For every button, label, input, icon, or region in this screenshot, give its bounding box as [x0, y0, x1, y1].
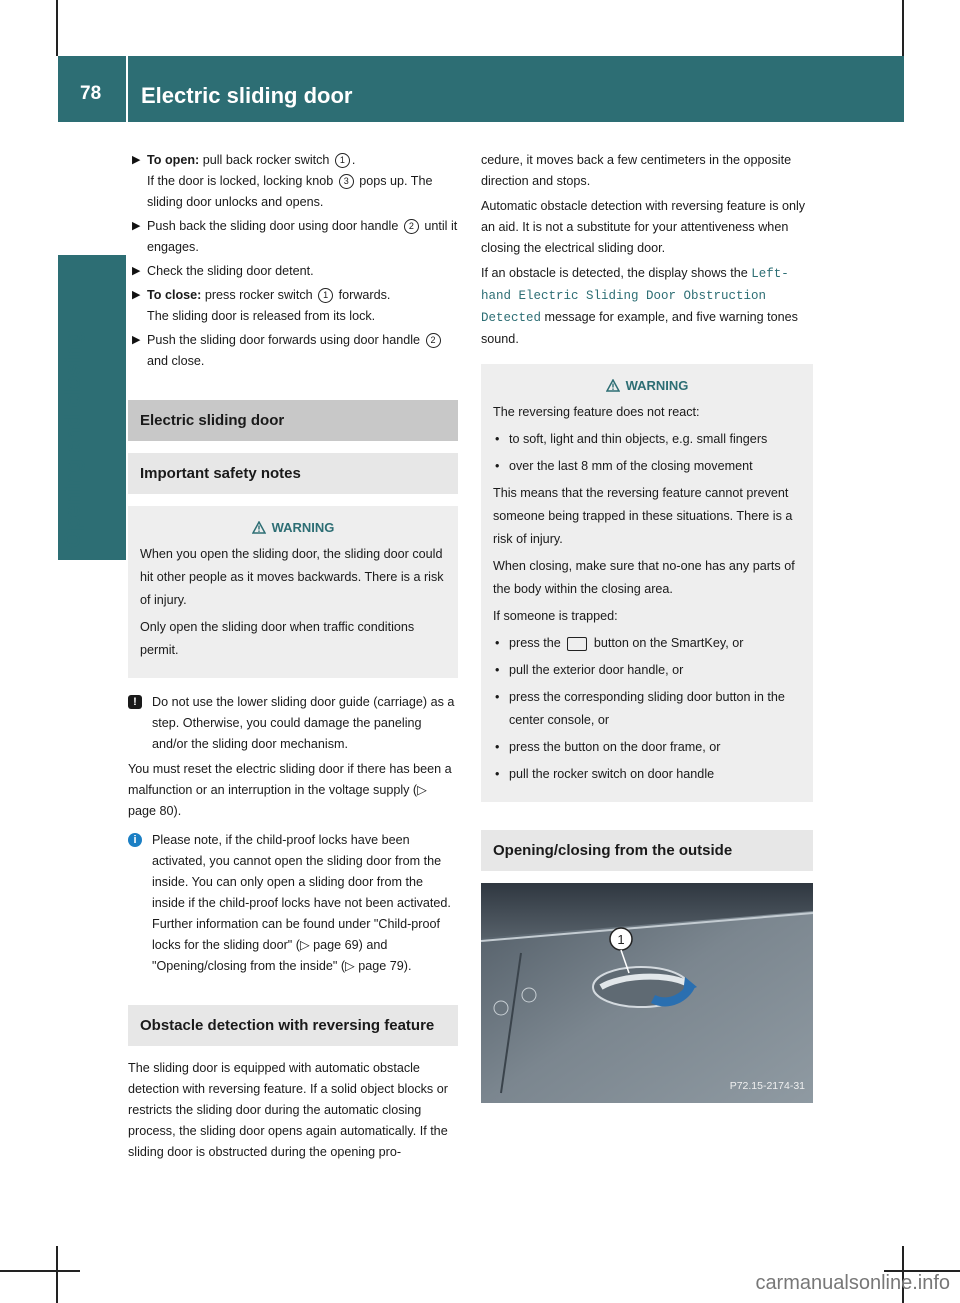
crop-mark: [56, 0, 58, 56]
arrow-icon: ▶: [132, 265, 141, 277]
header-divider: [126, 56, 128, 122]
arrow-icon: ▶: [132, 334, 141, 346]
body-text: cedure, it moves back a few centimeters in the opposite direction and stops.: [481, 153, 792, 188]
info-icon: i: [128, 833, 142, 847]
arrow-icon: ▶: [132, 289, 141, 301]
list-item: • pull the rocker switch on door handle: [493, 763, 801, 786]
display-message: Left-hand Electric Sliding Door Obstruction Detected: [481, 267, 789, 325]
reset-text: You must reset the electric sliding door if there has been a malfunction or an interruption in the voltage supply (▷ page 80).: [128, 762, 452, 818]
list-item: • press the button on the SmartKey, or: [493, 632, 801, 655]
list-item: • press the button on the door frame, or: [493, 736, 801, 759]
callout-icon: 2: [404, 219, 419, 234]
callout-icon: 1: [335, 153, 350, 168]
arrow-icon: ▶: [132, 154, 141, 166]
step: ▶ To close: press rocker switch 1 forwards. The sliding door is released from its lock.: [128, 285, 458, 327]
page-number: 78: [80, 83, 102, 104]
warning-text: When you open the sliding door, the sliding door could hit other people as it moves backwards. There is a risk of injury.: [140, 547, 444, 607]
warning-box: WARNING The reversing feature does not react: • to soft, light and thin objects, e.g. small fingers • over the last 8 mm of the closing movement This means that the reversing feature cannot prevent someone being trapped in these situations. There is a risk of injury. When closing, make sure that no-one has any parts of the body within the closing area. If someone is trapped: • press the button on the SmartKey, or • pull the exterior door handle, or • press the corresponding sliding door button in the center console, or • press the button on the door frame, or • pull the rocker switch on door handle: [481, 364, 813, 802]
arrow-icon: ▶: [132, 220, 141, 232]
exclamation-icon: !: [128, 695, 142, 709]
page-title: Electric sliding door: [141, 83, 353, 108]
right-column: [481, 150, 813, 1103]
left-column: [128, 150, 458, 1167]
section-heading: Electric sliding door: [128, 400, 458, 441]
photo-callout: 1: [617, 932, 625, 947]
warning-icon: [606, 379, 620, 392]
note-damage: ! Do not use the lower sliding door guide (carriage) as a step. Otherwise, you could damage the paneling and/or the sliding door mechanism.: [128, 692, 458, 755]
step: ▶ Push the sliding door forwards using door handle 2 and close.: [128, 330, 458, 372]
door-handle-photo: [481, 883, 813, 1103]
obstacle-text: The sliding door is equipped with automatic obstacle detection with reversing feature. If a solid object blocks or restricts the sliding door during the automatic closing process, the sliding door opens again automatically. If the sliding door is obstructed during the opening pro-: [128, 1061, 448, 1159]
crop-mark: [56, 1246, 58, 1303]
warning-title: WARNING: [140, 516, 446, 539]
crop-mark: [902, 0, 904, 56]
callout-icon: 1: [318, 288, 333, 303]
body-text: Automatic obstacle detection with reversing feature is only an aid. It is not a substitute for your attentiveness when closing the electrical sliding door.: [481, 199, 806, 255]
callout-icon: 3: [339, 174, 354, 189]
watermark: carmanualsonline.info: [755, 1272, 950, 1294]
list-item: • over the last 8 mm of the closing movement: [493, 455, 801, 478]
step-text: pull back rocker switch: [202, 153, 330, 167]
note-info: i Please note, if the child-proof locks have been activated, you cannot open the sliding door from the inside. You can only open a sliding door from the inside if the child-proof locks have not been activated. Further information can be found under "Child-proof locks for the sliding door" (▷ page 69) and "Opening/closing from the inside" (▷ page 79).: [128, 830, 458, 977]
section-heading: Obstacle detection with reversing feature: [128, 1005, 458, 1046]
warning-box: [128, 506, 458, 678]
step: ▶ Push back the sliding door using door handle 2 until it engages.: [128, 216, 458, 258]
step: ▶ Check the sliding door detent.: [128, 261, 458, 282]
side-tab-label: Opening and closing: [60, 330, 85, 548]
warning-icon: [252, 521, 266, 534]
section-heading: Opening/closing from the outside: [481, 830, 813, 871]
display-text: If an obstacle is detected, the display shows the Left-hand Electric Sliding Door Obstruction Detected message for example, and five warning tones sound.: [481, 266, 798, 346]
crop-mark: [0, 1270, 80, 1272]
step-sub: If the door is locked, locking knob: [147, 174, 334, 188]
callout-icon: 2: [426, 333, 441, 348]
list-item: • press the corresponding sliding door button in the center console, or: [493, 686, 801, 732]
list-item: • pull the exterior door handle, or: [493, 659, 801, 682]
photo-id: P72.15-2174-31: [729, 1080, 805, 1092]
sliding-door-key-icon: [567, 637, 587, 651]
warning-title: WARNING: [493, 374, 801, 397]
door-handle-illustration: [481, 883, 813, 1103]
step: ▶ To open: pull back rocker switch 1 . If the door is locked, locking knob 3 pops up. The sliding door unlocks and opens.: [128, 150, 458, 213]
warning-text: Only open the sliding door when traffic conditions permit.: [140, 620, 415, 657]
step-lead: To open:: [147, 153, 200, 167]
list-item: • to soft, light and thin objects, e.g. small fingers: [493, 428, 801, 451]
section-heading: Important safety notes: [128, 453, 458, 494]
